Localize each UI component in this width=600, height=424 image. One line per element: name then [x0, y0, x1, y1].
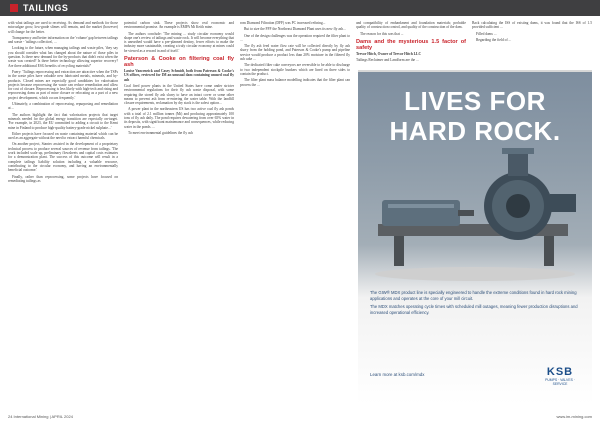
paragraph: Finally, rather than reprocessing, some projects have focused on remediating tailings as	[8, 174, 118, 183]
ad-body	[370, 290, 580, 318]
paragraph: One of the design challenges was the operation required the filter plant to ...	[240, 33, 350, 42]
article-column-4	[356, 21, 466, 64]
ad-title-line: LIVES FOR	[404, 86, 546, 116]
ad-link[interactable]: Learn more at ksb.com/mdx	[370, 372, 425, 377]
pump-machine-illustration	[358, 132, 592, 284]
logo-tagline: PUMPS · VALVES · SERVICE	[545, 378, 575, 386]
paragraph: The dedicated filter cake conveyors are reversible to be able to discharge to two independent stockpile bunkers which are lined on three sides to contain the product.	[240, 63, 350, 76]
footer-issue: 24 International Mining | APRIL 2024	[8, 414, 73, 419]
paragraph: The authors highlight the fact that valorisation projects that target minerals needed for the global energy transition are especially on-target. 'For example, in 2023, the EU committed to adding a circuit to the Kemi mine in Finland to produce high-quality battery-grade nickel sulphate...'	[8, 112, 118, 130]
paragraph: rom Diamond Filtration (DFF) was PC increased refining...	[240, 21, 326, 25]
paragraph: Looking to the future, when managing tailings and waste piles, 'they say you should consider what has changed about the nature of those piles in question. Is there new demand for the by-products that didn't exist when the waste was created? Is there better technology allowing superior recovery? Are there additional ESG benefits of recycling materials?'	[8, 46, 118, 68]
paragraph: Fuery: 'Tailings reprocessing and extraction are attractive when the TSFs in the waste piles have valuable new fabricated metals, minerals, and by-products. Closed mines are especially good candidates for valorisation projects because reprocessing the waste can reduce remediation and allow for cost of closure. Reprocessing is less likely with high-tech and rising and reprocessing dams as part of mine closure or relocating as a part of a new project development, which occurs frequently.'	[8, 69, 118, 100]
footer-website[interactable]: www.im-mining.com	[556, 414, 592, 419]
paragraph: On another project, Stantec assisted in the development of a proprietary technical process to produce several sources of revenue from tailings. 'The work included scale up, preliminary flowsheets and capital costs estimates for a demonstration plant. The success of this outcome will result in a complete tailings liability solution including a valuable resource, contributing to the circular economy, and having an environmentally beneficial outcome.'	[8, 142, 118, 173]
paragraph: with what tailings are used to receiving. As demand and methods for those microalgae grow, low-grade slimes will remain, and the market (however) will change for the better.	[8, 21, 118, 34]
logo-wordmark: KSB	[546, 366, 574, 378]
ksb-logo	[540, 366, 580, 386]
paragraph: Back calculating the ISS of existing dams, it was found that the ISS of 1.5 provided sufficient ...	[472, 21, 592, 30]
paragraph: Ultimately, a combination of reprocessing, repurposing and remediation at ...	[8, 102, 118, 111]
header-bar	[0, 0, 600, 16]
advertisement[interactable]	[358, 70, 592, 404]
paragraph: Either projects have focused on waste containing material which can be used as an aggregate without the need to extract harmful chemicals.	[8, 131, 118, 141]
article-column-3	[240, 21, 350, 89]
paragraph: and compatibility of embankment and foundation materials; probable quality of construction control, and quality of the construction of the dam.	[356, 21, 466, 30]
article-byline: Trevor Hitch, Owner of Trevor Hitch LLC	[356, 51, 422, 56]
article-column-2	[124, 21, 234, 137]
ad-paragraph: The MDX matches operating cycle times with scheduled mill outages, meaning fewer production disruptions and increased operational efficiency.	[370, 304, 578, 315]
paragraph: The fly ash feed water flow rate will be collected directly by fly ash slurry from the holding pond, and Paterson & Cooke's pump and pipeline service would produce a product less than 20% moisture in the filtered fly ash cake ...	[240, 44, 350, 62]
paragraph: The reason for this was that ...	[360, 31, 404, 36]
paragraph: Coal fired power plants in the United States have come under stricter environmental regulations for their fly ash waste disposal, with some requiring the stored fly ash slurry to have an intact cover or some other means to prevent ash from re-entering the water table. With the landfill closure requirements, reclamation by dry stack is the safest option...	[124, 83, 234, 106]
ad-title-line: HARD ROCK.	[389, 116, 561, 146]
paragraph: Filled dams ...	[476, 31, 497, 36]
paragraph: The authors conclude: 'The mining ... study circular economy would shape one's review of tailings and waste rock. It will become everything that is unearthed would have a pre-planned destiny, fewer efforts to make the industry more sustainable, creating a truly circular economy at mines could be viewed as a reward in and of itself.'	[124, 31, 234, 53]
article-headline: Paterson & Cooke on filtering coal fly ash	[124, 56, 234, 69]
page-footer	[8, 414, 592, 419]
paragraph: The filter plant mass balance modelling indicates that the filter plant can process the ...	[240, 78, 350, 87]
paragraph: But to size the FFF the Northeast Diamond Plant uses its new fly ash...	[244, 27, 346, 32]
paragraph: A power plant in the northeastern US has two active coal fly ash ponds with a total of 2.1 million tonnes (Mt) and producing approximately 100 tons of fly ash daily. The pond requires dewatering from over 65% water in its deposits, with significant maintenance and consequences, while reducing water in the ponds. ...	[124, 107, 234, 129]
article-column-5	[472, 21, 592, 44]
section-label: TAILINGS	[23, 3, 69, 13]
paragraph: Regarding the field of ...	[476, 37, 512, 42]
paragraph: Tailings Reclaimer and Landform are the ...	[356, 58, 419, 63]
article-byline: Louise Vancenrick and Casey Schmidt, both from Paterson & Cooke's US offices, reviewed for IM an unusual dam containing unused coal fly ash	[124, 69, 234, 82]
paragraph: To meet environmental guidelines the fly ash	[128, 130, 193, 135]
paragraph: potential carbon sink. These projects show real economic and environmental promise. An example is EMPA Mt Keith mine.	[124, 21, 234, 30]
article-column-1	[8, 21, 118, 185]
article-headline: Dams and the mysterious 1.5 factor of safety	[356, 38, 466, 51]
section-badge	[0, 0, 78, 16]
paragraph: Transparency and better information on the 'volume' gap between tailings and waste - 'tailings collection', ...	[8, 35, 118, 45]
ad-paragraph: The GIW® MDX product line is specially engineered to handle the extreme conditions found in hard rock mining applications and operates at the core of your mill circuit.	[370, 290, 577, 301]
square-mark-icon	[10, 4, 18, 12]
